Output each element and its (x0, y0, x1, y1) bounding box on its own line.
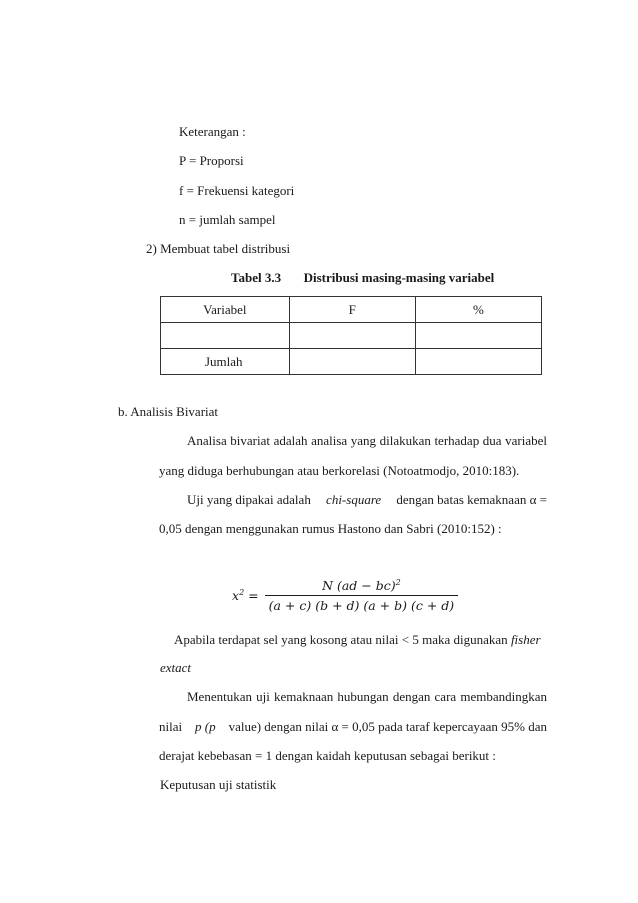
paragraph-2-line-2: 0,05 dengan menggunakan rumus Hastono dan Sabri (2010:152) : (159, 521, 502, 536)
chi-square-formula (232, 578, 458, 613)
paragraph-4-text-b: value) dengan nilai α = 0,05 pada taraf kepercayaan 95% dan (228, 719, 547, 734)
step-2-heading: 2) Membuat tabel distribusi (146, 241, 291, 256)
paragraph-3-line-2: extact (160, 660, 192, 675)
formula-denominator: (a + c) (b + d) (a + b) (c + d) (265, 595, 459, 613)
table-row (161, 323, 542, 349)
paragraph-4-line-1: Menentukan uji kemaknaan hubungan dengan cara membandingkan (187, 689, 547, 704)
legend-item-sampel: n = jumlah sampel (179, 212, 276, 227)
paragraph-4-nilai: nilai (159, 719, 183, 734)
paragraph-4-line-2 (159, 719, 547, 735)
legend-item-frekuensi: f = Frekuensi kategori (179, 183, 295, 198)
table-caption (231, 270, 494, 286)
table-row-total (161, 349, 542, 375)
paragraph-2-text-a: Uji yang dipakai adalah (187, 492, 311, 507)
paragraph-2-text-b: dengan batas kemaknaan α = (396, 492, 547, 507)
table-header-variabel: Variabel (161, 297, 290, 323)
table-cell-jumlah: Jumlah (161, 349, 290, 375)
table-cell (289, 323, 415, 349)
paragraph-4-line-3: derajat kebebasan = 1 dengan kaidah keputusan sebagai berikut : (159, 748, 496, 763)
paragraph-1-line-1: Analisa bivariat adalah analisa yang dilakukan terhadap dua variabel (187, 433, 547, 448)
legend-heading: Keterangan : (179, 124, 246, 139)
formula-fraction (265, 578, 459, 613)
table-header-f: F (289, 297, 415, 323)
table-cell (415, 349, 541, 375)
section-b-heading: b. Analisis Bivariat (118, 404, 219, 419)
table-cell (415, 323, 541, 349)
table-caption-number: Tabel 3.3 (231, 270, 282, 285)
formula-lhs: $x^2$ = (232, 587, 259, 603)
table-header-percent: % (415, 297, 541, 323)
paragraph-2-line-1 (187, 492, 547, 508)
paragraph-1-line-2: yang diduga berhubungan atau berkorelasi (Notoatmodjo, 2010:183). (159, 463, 520, 478)
table-caption-title: Distribusi masing-masing variabel (303, 270, 495, 285)
table-header-row (161, 297, 542, 323)
distribution-table (160, 296, 542, 375)
table-cell (161, 323, 290, 349)
legend-item-proporsi: P = Proporsi (179, 153, 244, 168)
paragraph-4-p-value: p (p (195, 719, 216, 734)
paragraph-2-chi-square: chi-square (326, 492, 382, 507)
paragraph-5: Keputusan uji statistik (160, 777, 277, 792)
paragraph-3-line-1 (174, 632, 541, 648)
table-cell (289, 349, 415, 375)
formula-numerator: N (ad − bc)$^2$ (322, 577, 401, 593)
paragraph-3-text: Apabila terdapat sel yang kosong atau nilai < 5 maka digunakan (174, 632, 508, 647)
paragraph-3-fisher: fisher (510, 632, 541, 647)
